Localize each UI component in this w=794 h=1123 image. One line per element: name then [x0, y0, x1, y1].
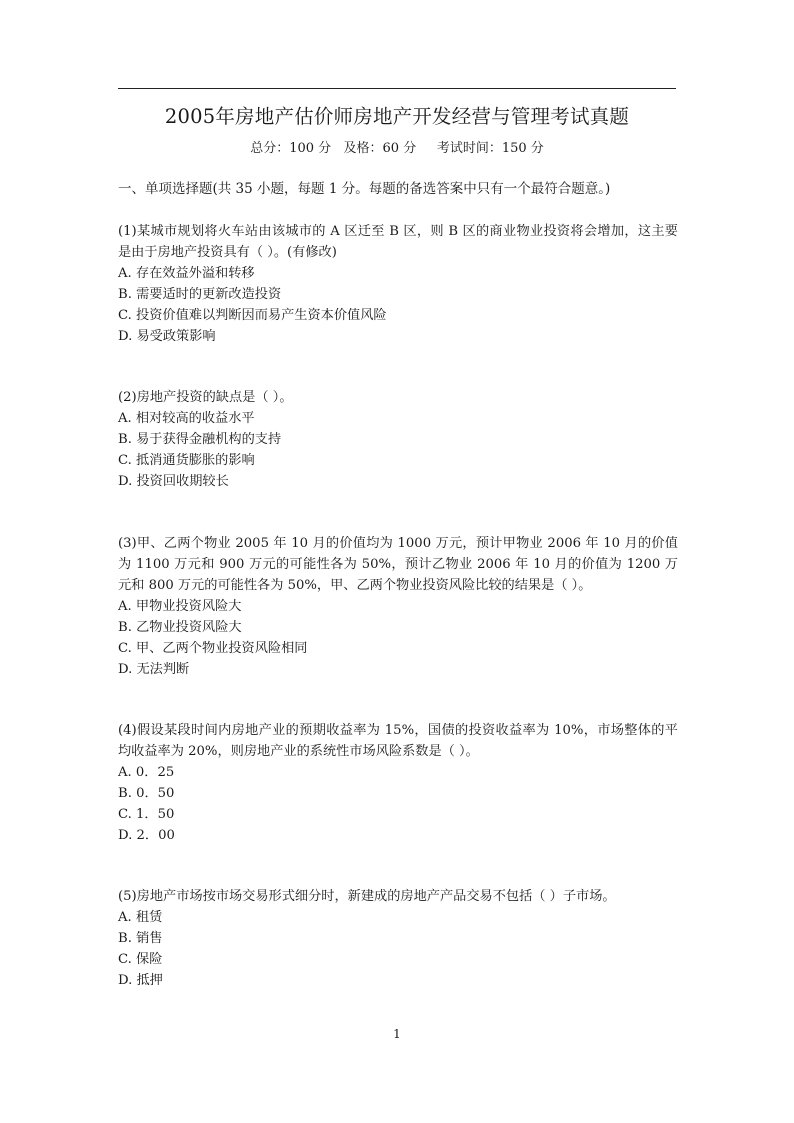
option-c: C. 保险 [118, 952, 163, 967]
option-b: B. 销售 [118, 931, 163, 946]
question-3 [118, 533, 678, 680]
question-stem: (1)某城市规划将火车站由该城市的 A 区迁至 B 区，则 B 区的商业物业投资将会增加，这主要是由于房地产投资具有（ ）。(有修改) [118, 224, 678, 260]
option-c: C. 甲、乙两个物业投资风险相同 [118, 641, 308, 656]
question-5 [118, 886, 678, 991]
option-d: D. 易受政策影响 [118, 329, 216, 344]
option-b: B. 需要适时的更新改造投资 [118, 287, 282, 302]
exam-title: 2005年房地产估价师房地产开发经营与管理考试真题 [164, 105, 630, 128]
option-d: D. 2．00 [118, 828, 175, 843]
option-a: A. 相对较高的收益水平 [118, 411, 255, 426]
option-d: D. 投资回收期较长 [118, 474, 229, 489]
question-stem: (4)假设某段时间内房地产业的预期收益率为 15%，国债的投资收益率为 10%，市场整体的平均收益率为 20%，则房地产业的系统性市场风险系数是（ ）。 [118, 723, 678, 759]
question-stem: (5)房地产市场按市场交易形式细分时，新建成的房地产产品交易不包括（ ）子市场。 [118, 889, 616, 904]
option-a: A. 租赁 [118, 910, 163, 925]
option-a: A. 存在效益外溢和转移 [118, 266, 255, 281]
header-rule [118, 88, 676, 89]
option-a: A. 甲物业投资风险大 [118, 599, 242, 614]
option-b: B. 0．50 [118, 786, 175, 801]
option-a: A. 0．25 [118, 765, 175, 780]
exam-info: 总分：100 分 及格：60 分 考试时间：150 分 [250, 141, 544, 156]
question-stem: (2)房地产投资的缺点是（ ）。 [118, 390, 293, 405]
option-b: B. 乙物业投资风险大 [118, 620, 242, 635]
question-4 [118, 720, 678, 846]
page-number: 1 [393, 1027, 401, 1041]
option-b: B. 易于获得金融机构的支持 [118, 432, 282, 447]
question-2 [118, 387, 678, 492]
option-c: C. 1．50 [118, 807, 175, 822]
question-stem: (3)甲、乙两个物业 2005 年 10 月的价值均为 1000 万元，预计甲物业 2006 年 10 月的价值为 1100 万元和 900 万元的可能性各为 50%，预计乙物业 2006 年 10 月的价值为 1200 万元和 800 万元的可能性各为 50%，甲、乙两个物业投资风险比较的结果是（ ）。 [118, 536, 678, 593]
option-c: C. 抵消通货膨胀的影响 [118, 453, 255, 468]
question-1 [118, 221, 678, 347]
option-d: D. 无法判断 [118, 662, 190, 677]
option-c: C. 投资价值难以判断因而易产生资本价值风险 [118, 308, 387, 323]
section-heading: 一、单项选择题(共 35 小题，每题 1 分。每题的备选答案中只有一个最符合题意。) [118, 181, 611, 197]
option-d: D. 抵押 [118, 973, 163, 988]
